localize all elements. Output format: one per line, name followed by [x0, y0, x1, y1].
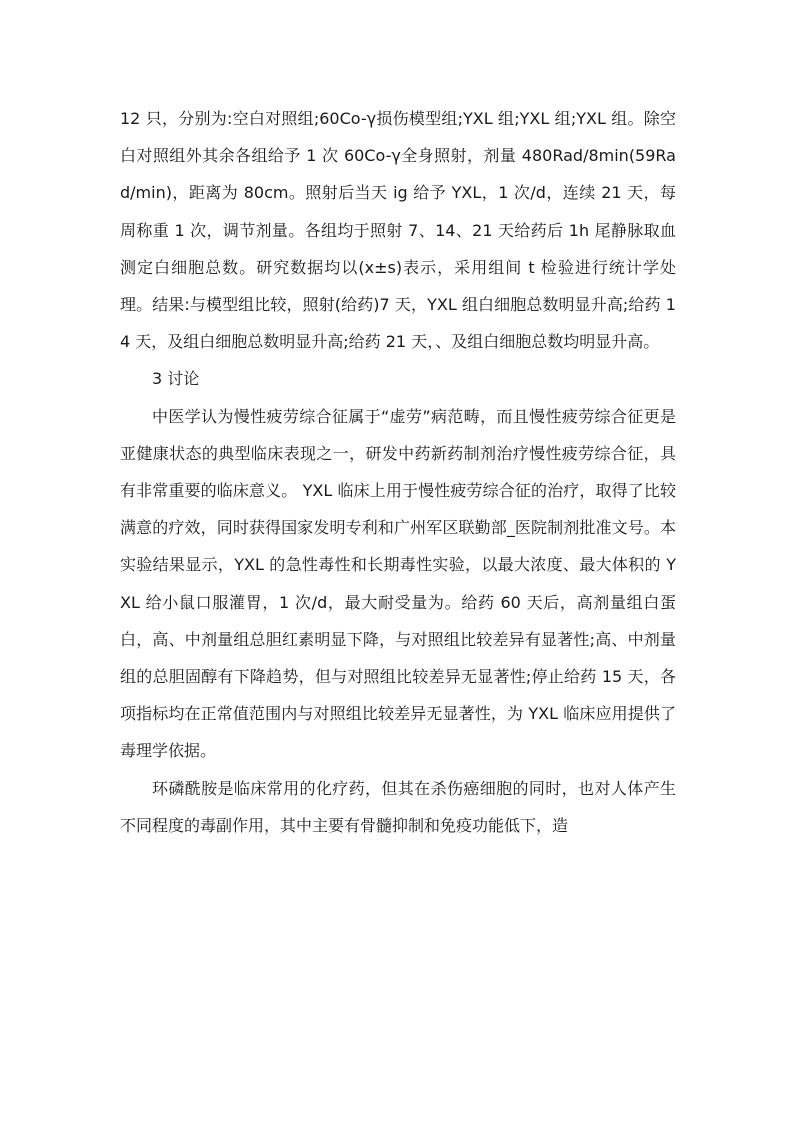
discussion-paragraph-1: 中医学认为慢性疲劳综合征属于“虚劳”病范畴，而且慢性疲劳综合征更是亚健康状态的典型临床表现之一，研发中药新药制剂治疗慢性疲劳综合征，具有非常重要的临床意义。 YXL 临床上用于慢性疲劳综合征的治疗，取得了比较满意的疗效，同时获得国家发明专利和广州军区联勤部_医院制剂批准文号。本实验结果显示，YXL 的急性毒性和长期毒性实验，以最大浓度、最大体积的 YXL 给小鼠口服灌胃，1 次/d，最大耐受量为。给药 60 天后，高剂量组白蛋白，高、中剂量组总胆红素明显下降，与对照组比较差异有显著性;高、中剂量组的总胆固醇有下降趋势，但与对照组比较差异无显著性;停止给药 15 天，各项指标均在正常值范围内与对照组比较差异无显著性，为 YXL 临床应用提供了毒理学依据。 — [120, 406, 676, 761]
discussion-paragraph-2: 环磷酰胺是临床常用的化疗药，但其在杀伤癌细胞的同时，也对人体产生不同程度的毒副作用，其中主要有骨髓抑制和免疫功能低下，造 — [120, 778, 676, 835]
section-heading-discussion: 3 讨论 — [152, 369, 200, 389]
document-body — [120, 100, 676, 844]
results-paragraph: 12 只，分别为:空白对照组;60Co-γ损伤模型组;YXL 组;YXL 组;YXL 组。除空白对照组外其余各组给予 1 次 60Co-γ全身照射，剂量 480Rad/8min(59Rad/min)，距离为 80cm。照射后当天 ig 给予 YXL，1 次/d，连续 21 天，每周称重 1 次，调节剂量。各组均于照射 7、14、21 天给药后 1h 尾静脉取血测定白细胞总数。研究数据均以(x±s)表示，采用组间 t 检验进行统计学处理。结果:与模型组比较，照射(给药)7 天，YXL 组白细胞总数明显升高;给药 14 天，及组白细胞总数明显升高;给药 21 天，、及组白细胞总数均明显升高。 — [120, 109, 676, 352]
